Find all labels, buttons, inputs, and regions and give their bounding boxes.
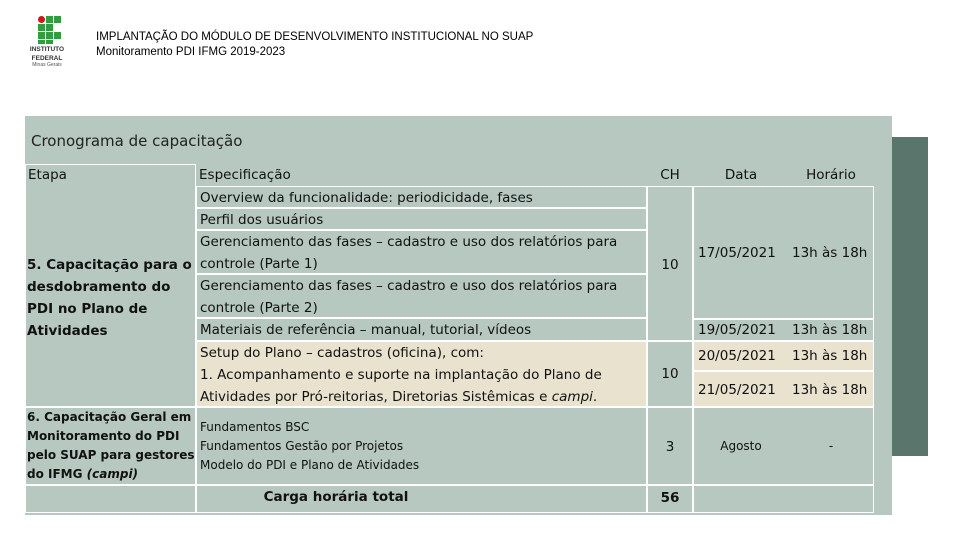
logo-line1: INSTITUTO xyxy=(29,46,65,53)
date-value: 17/05/2021 xyxy=(698,245,776,261)
ch-value-1: 10 xyxy=(661,257,679,273)
etapa-6-text: 6. Capacitação Geral em Monitoramento do PDI pelo SUAP para gestores do IFMG (campi) xyxy=(27,410,195,481)
header-title: IMPLANTAÇÃO DO MÓDULO DE DESENVOLVIMENTO INSTITUCIONAL NO SUAP xyxy=(96,31,534,43)
ch-total: 56 xyxy=(660,490,680,506)
ifmg-logo xyxy=(22,16,72,72)
header-ch: CH xyxy=(660,167,680,183)
ch-value-2: 10 xyxy=(661,366,679,382)
header-data: Data xyxy=(724,167,758,183)
total-right-empty xyxy=(693,485,874,513)
date-value: 20/05/2021 xyxy=(698,348,776,364)
spec-item: controle (Parte 1) xyxy=(200,256,318,272)
header-horario: Horário xyxy=(806,167,856,183)
decorative-side-bar xyxy=(892,137,928,456)
time-value: 13h às 18h xyxy=(792,348,868,364)
spec-item: Modelo do PDI e Plano de Atividades xyxy=(200,458,420,472)
spec-item: Gerenciamento das fases – cadastro e uso dos relatórios para xyxy=(200,278,618,294)
logo-line3: Minas Gerais xyxy=(32,62,62,68)
total-label: Carga horária total xyxy=(263,489,409,505)
spec-item: Materiais de referência – manual, tutorial, vídeos xyxy=(200,322,532,338)
spec-item: Fundamentos Gestão por Projetos xyxy=(200,439,404,453)
spec-item: Perfil dos usuários xyxy=(200,212,324,228)
spec-item: Setup do Plano – cadastros (oficina), com: xyxy=(200,345,484,361)
spec-item: controle (Parte 2) xyxy=(200,300,318,316)
spec-item: 1. Acompanhamento e suporte na implantação do Plano de xyxy=(200,367,602,383)
panel-title: Cronograma de capacitação xyxy=(31,132,243,150)
spec-item: Fundamentos BSC xyxy=(200,420,310,434)
spec-item: Gerenciamento das fases – cadastro e uso dos relatórios para xyxy=(200,234,618,250)
spec-item: Atividades por Pró-reitorias, Diretorias Sistêmicas e campi. xyxy=(200,389,598,405)
time-value: 13h às 18h xyxy=(792,382,868,398)
spec-item: Overview da funcionalidade: periodicidade, fases xyxy=(200,190,533,206)
logo-line2: FEDERAL xyxy=(31,55,63,62)
date-value: Agosto xyxy=(720,439,762,453)
spec-list-5b xyxy=(200,342,646,408)
total-empty-cell xyxy=(25,485,196,513)
time-value: - xyxy=(828,439,834,453)
header-especificacao: Especificação xyxy=(199,167,291,183)
spec-list-6 xyxy=(200,418,646,475)
header-etapa: Etapa xyxy=(28,167,67,183)
date-value: 21/05/2021 xyxy=(698,382,776,398)
header-subtitle: Monitoramento PDI IFMG 2019-2023 xyxy=(96,46,286,58)
time-value: 13h às 18h xyxy=(792,322,868,338)
date-value: 19/05/2021 xyxy=(698,322,776,338)
time-value: 13h às 18h xyxy=(792,245,868,261)
slide-header xyxy=(96,30,533,60)
etapa-5-text: 5. Capacitação para o desdobramento do PDI no Plano de Atividades xyxy=(27,257,192,339)
logo-mark xyxy=(27,16,67,44)
spec-list-5 xyxy=(200,187,646,341)
ch-value-3: 3 xyxy=(665,439,675,455)
